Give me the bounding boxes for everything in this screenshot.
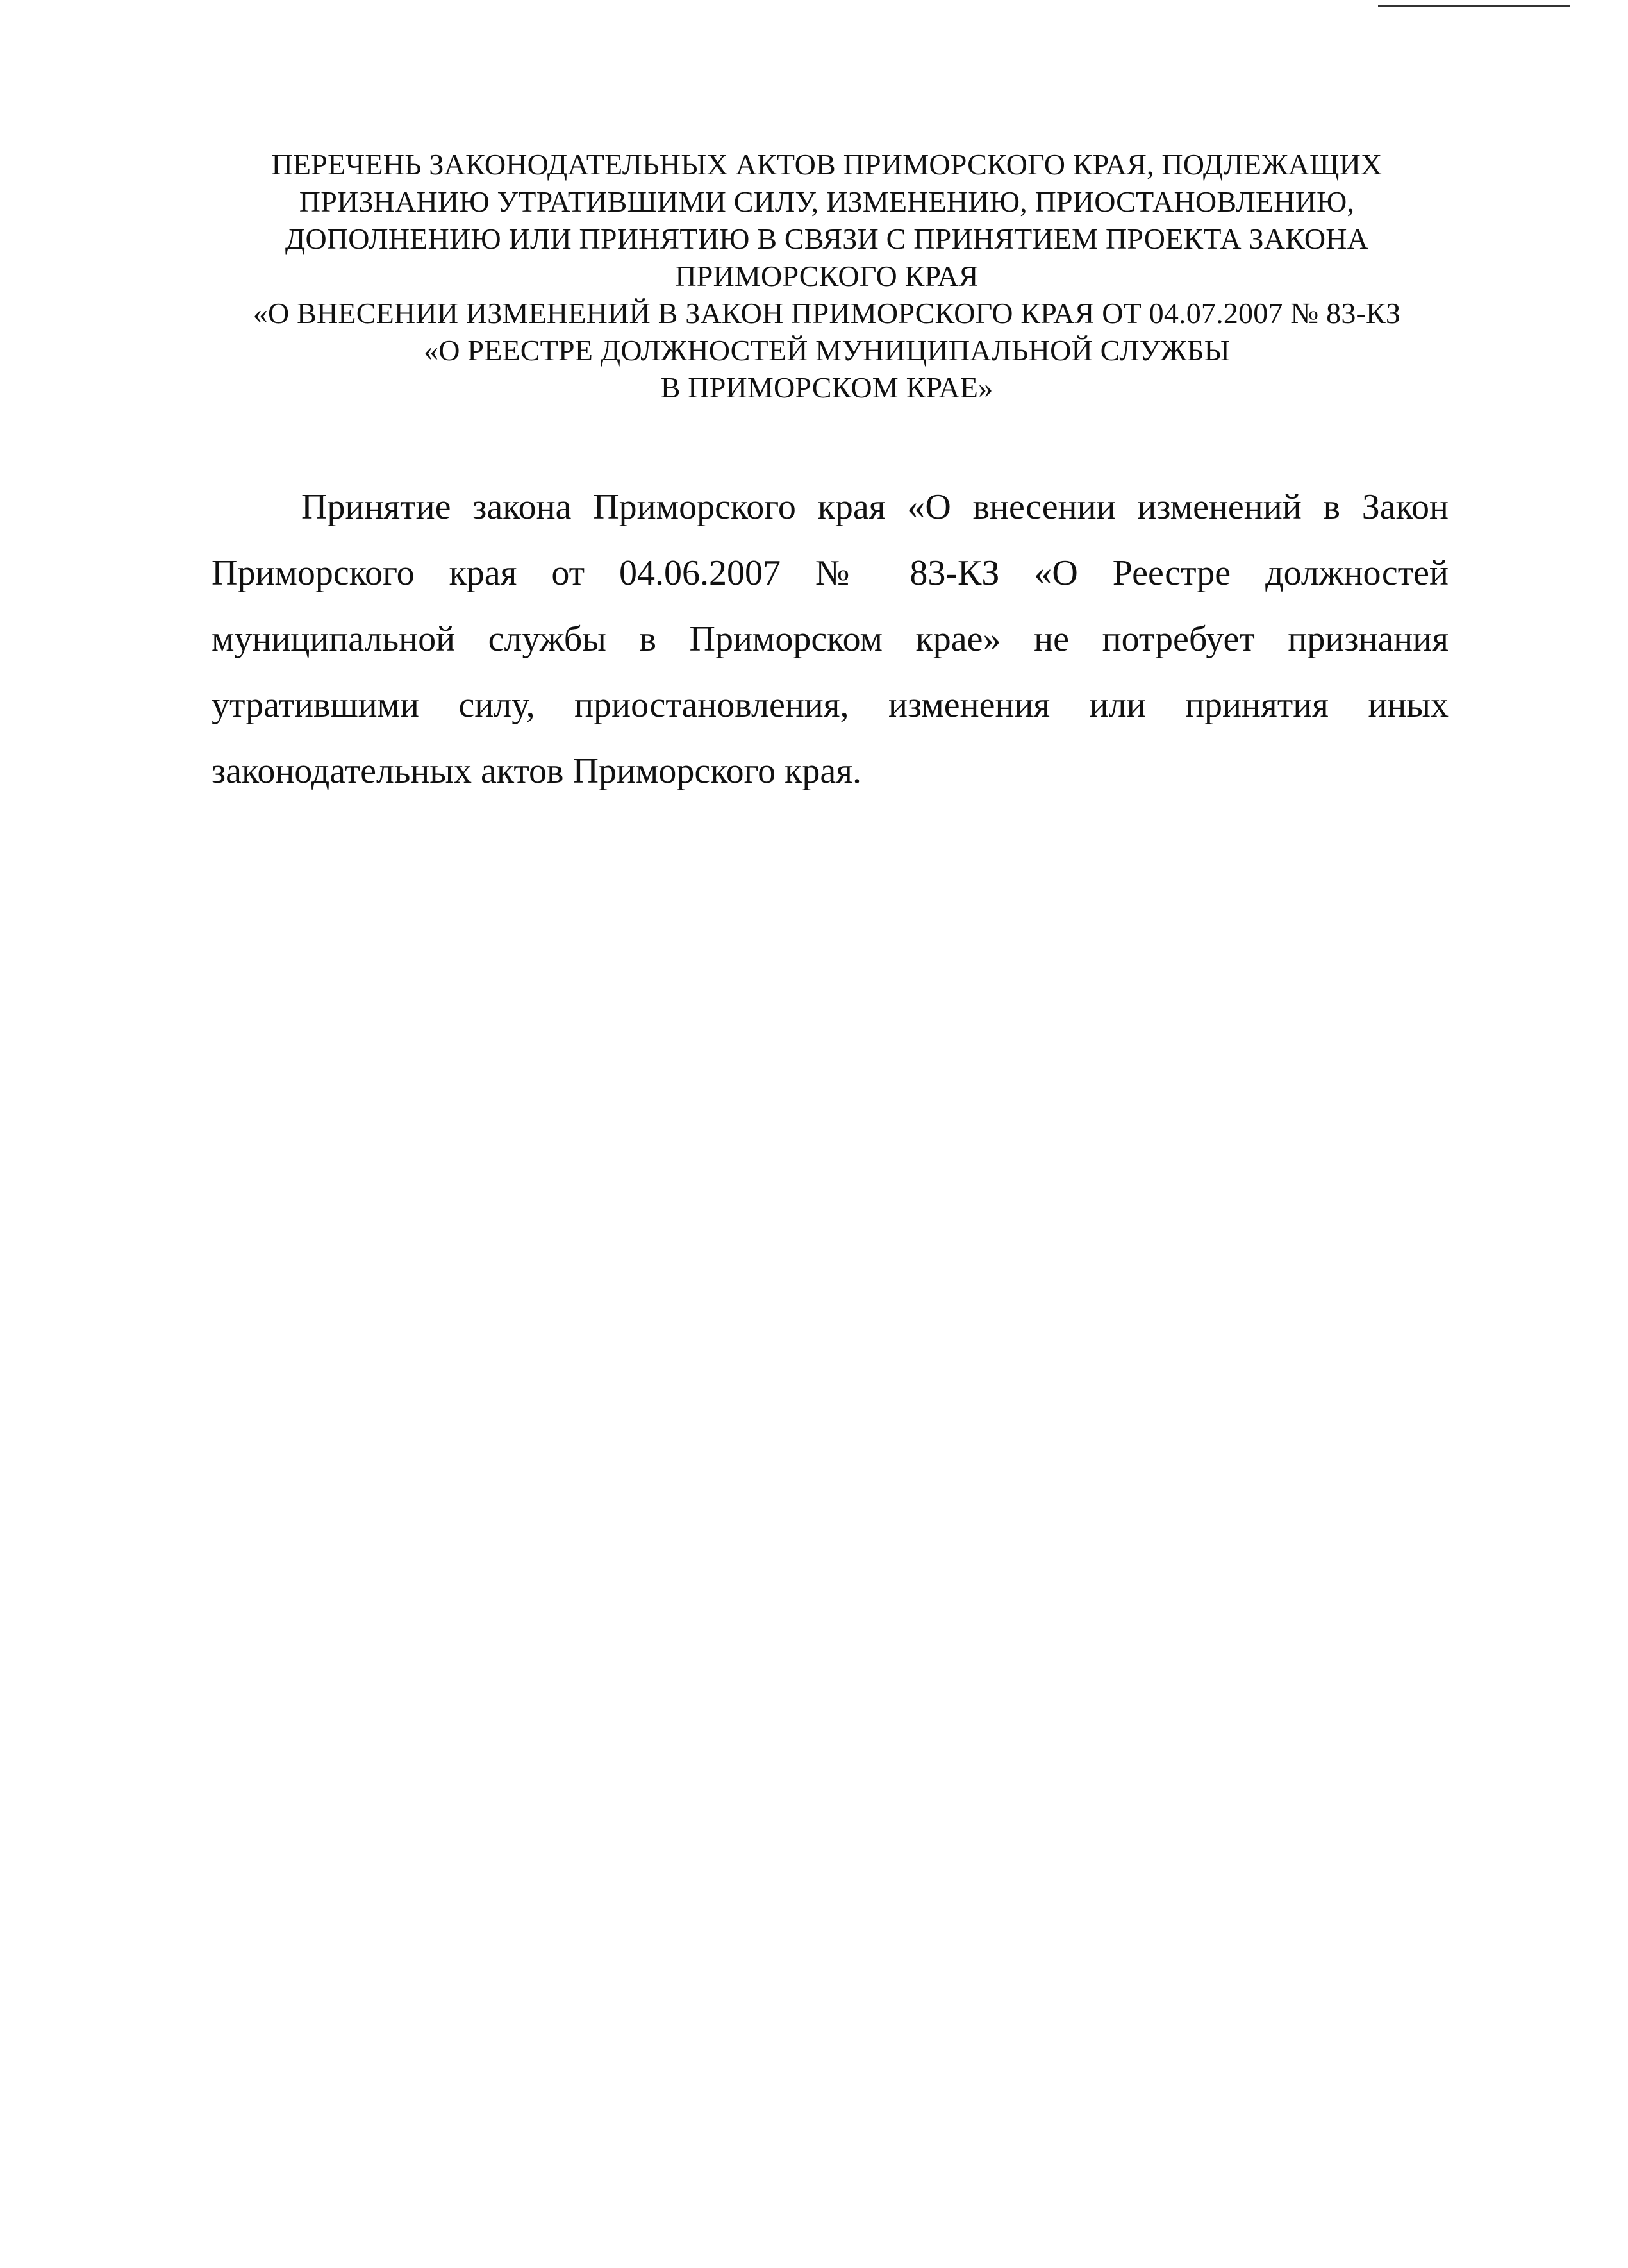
heading-line: ПРИЗНАНИЮ УТРАТИВШИМИ СИЛУ, ИЗМЕНЕНИЮ, ПРИОСТАНОВЛЕНИЮ, — [299, 185, 1355, 218]
heading-line: ДОПОЛНЕНИЮ ИЛИ ПРИНЯТИЮ В СВЯЗИ С ПРИНЯТИЕМ ПРОЕКТА ЗАКОНА — [285, 222, 1369, 255]
heading-line: ПЕРЕЧЕНЬ ЗАКОНОДАТЕЛЬНЫХ АКТОВ ПРИМОРСКОГО КРАЯ, ПОДЛЕЖАЩИХ — [271, 148, 1383, 181]
heading-line: «О РЕЕСТРЕ ДОЛЖНОСТЕЙ МУНИЦИПАЛЬНОЙ СЛУЖБЫ — [424, 334, 1230, 367]
body-paragraph: Принятие закона Приморского края «О внесении изменений в Закон Приморского края от 04.06.2007 № 83-КЗ «О Реестре должностей муниципальной службы в Приморском крае» не потребует признания утратившими силу, приостановления, изменения или принятия иных законодательных актов Приморского края. — [212, 487, 1449, 791]
heading-line: «О ВНЕСЕНИИ ИЗМЕНЕНИЙ В ЗАКОН ПРИМОРСКОГО КРАЯ ОТ 04.07.2007 № 83-КЗ — [253, 297, 1401, 329]
scan-artifact-line — [1378, 5, 1570, 7]
document-heading — [192, 146, 1461, 406]
heading-line: В ПРИМОРСКОМ КРАЕ» — [660, 371, 993, 404]
heading-line: ПРИМОРСКОГО КРАЯ — [675, 260, 979, 292]
